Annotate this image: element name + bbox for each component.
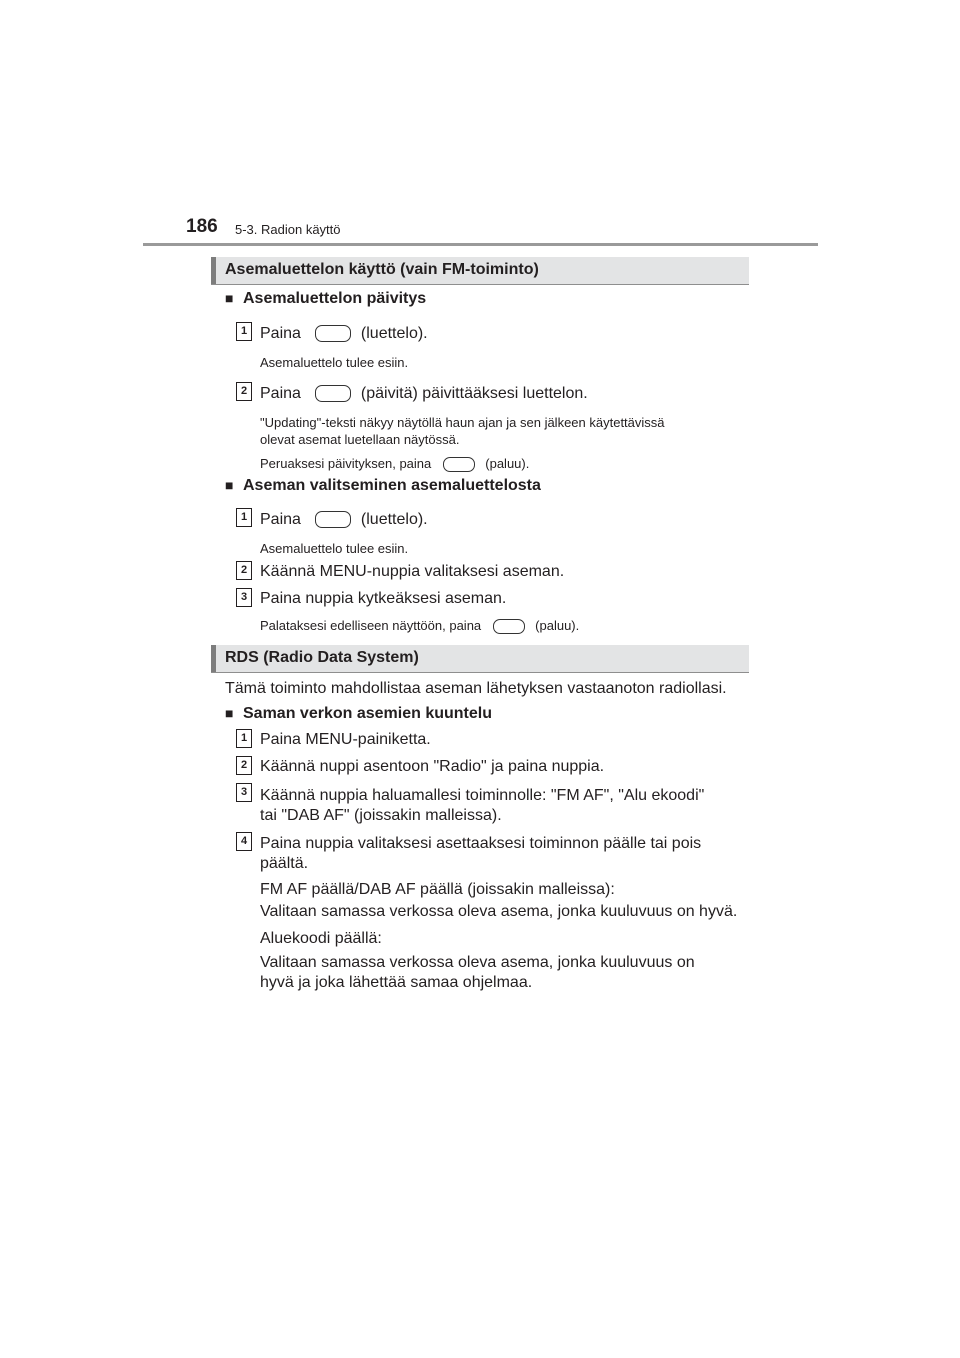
section-marker [211, 645, 216, 672]
section-header-rds [211, 645, 749, 673]
option-description: Valitaan samassa verkossa oleva asema, jonka kuuluvuus on hyvä. [260, 903, 738, 920]
step-note [260, 455, 529, 472]
header-divider [143, 243, 818, 246]
step-text: Paina nuppia kytkeäksesi aseman. [260, 590, 507, 607]
chapter-title: 5-3. Radion käyttö [235, 222, 341, 237]
step-text-part: Paina [260, 385, 301, 402]
note-text-part: (paluu). [485, 456, 530, 471]
step-number: 2 [236, 561, 252, 580]
subheading-update-list [225, 290, 426, 308]
page-number: 186 [186, 216, 218, 237]
step-text-part: Paina [260, 511, 301, 528]
step-number: 3 [236, 783, 252, 802]
step-note: Asemaluettelo tulee esiin. [260, 541, 409, 556]
section-header-station-list [211, 257, 749, 285]
step-text-part: Paina [260, 325, 301, 342]
option-description: hyvä ja joka lähettää samaa ohjelmaa. [260, 974, 533, 991]
note-text-part: (paluu). [535, 618, 580, 633]
square-bullet-icon: ■ [225, 290, 234, 306]
step-note: olevat asemat luetellaan näytössä. [260, 432, 460, 447]
section-title: RDS (Radio Data System) [225, 649, 419, 666]
subheading-select-station [225, 477, 541, 495]
step-text: Käännä MENU-nuppia valitaksesi aseman. [260, 563, 565, 580]
list-button-icon [315, 511, 351, 528]
subheading-text: Saman verkon asemien kuuntelu [243, 705, 492, 722]
step-text: Paina MENU-painiketta. [260, 731, 431, 748]
subheading-same-network [225, 705, 492, 723]
step-text: Paina nuppia valitaksesi asettaaksesi toiminnon päälle tai pois [260, 835, 702, 852]
back-button-icon [443, 457, 475, 472]
step-text-part: (päivitä) päivittääksesi luettelon. [360, 385, 588, 402]
rds-intro: Tämä toiminto mahdollistaa aseman lähetyksen vastaanoton radiollasi. [225, 680, 727, 697]
step-note [260, 617, 579, 634]
subheading-text: Asemaluettelon päivitys [243, 290, 427, 307]
option-title: Aluekoodi päällä: [260, 930, 382, 947]
step-number: 1 [236, 508, 252, 527]
step-number: 1 [236, 322, 252, 341]
square-bullet-icon: ■ [225, 705, 234, 721]
subheading-text: Aseman valitseminen asemaluettelosta [243, 477, 541, 494]
section-title: Asemaluettelon käyttö (vain FM-toiminto) [225, 261, 539, 278]
step-number: 4 [236, 832, 252, 851]
step-text: Käännä nuppi asentoon "Radio" ja paina nuppia. [260, 758, 605, 775]
step-text [260, 325, 428, 343]
step-text [260, 385, 588, 403]
step-text: Käännä nuppia haluamallesi toiminnolle: "FM AF", "Alu ekoodi" [260, 787, 705, 804]
list-button-icon [315, 325, 351, 342]
option-title: FM AF päällä/DAB AF päällä (joissakin malleissa): [260, 881, 615, 898]
step-note: Asemaluettelo tulee esiin. [260, 355, 409, 370]
step-text: tai "DAB AF" (joissakin malleissa). [260, 807, 502, 824]
step-text-part: (luettelo). [360, 511, 428, 528]
section-marker [211, 257, 216, 284]
step-text-part: (luettelo). [360, 325, 428, 342]
square-bullet-icon: ■ [225, 477, 234, 493]
back-button-icon [493, 619, 525, 634]
step-number: 2 [236, 756, 252, 775]
step-number: 1 [236, 729, 252, 748]
option-description: Valitaan samassa verkossa oleva asema, jonka kuuluvuus on [260, 954, 695, 971]
step-text [260, 511, 428, 529]
update-button-icon [315, 385, 351, 402]
step-text: päältä. [260, 855, 309, 872]
step-note: "Updating"-teksti näkyy näytöllä haun ajan ja sen jälkeen käytettävissä [260, 415, 665, 430]
note-text-part: Palataksesi edelliseen näyttöön, paina [260, 618, 482, 633]
step-number: 2 [236, 382, 252, 401]
note-text-part: Peruaksesi päivityksen, paina [260, 456, 432, 471]
step-number: 3 [236, 588, 252, 607]
